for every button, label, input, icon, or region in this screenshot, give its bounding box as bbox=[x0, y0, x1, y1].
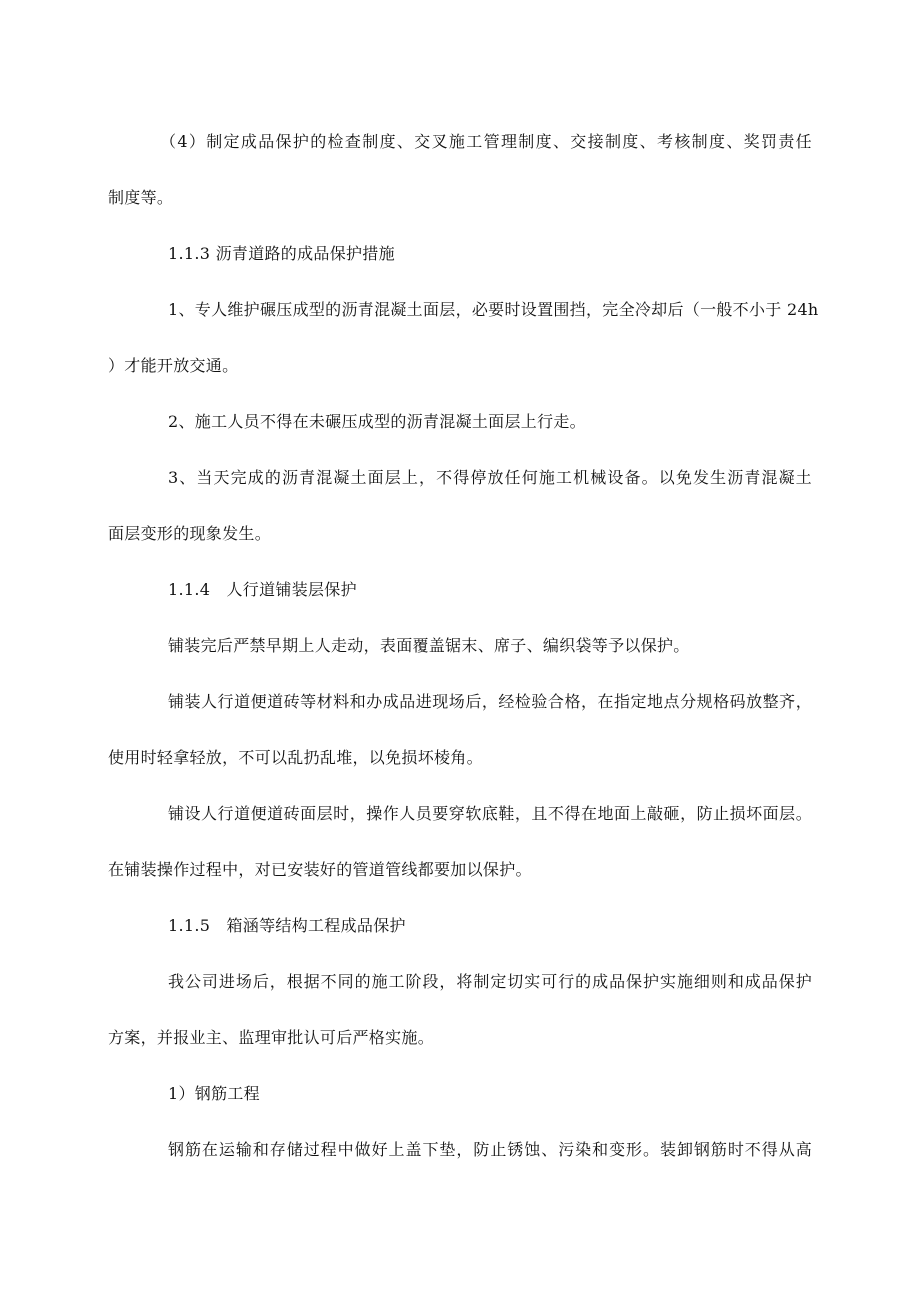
paragraph-4-line-2: 制度等。 bbox=[108, 188, 174, 207]
sidewalk-paragraph-3-line-2: 在铺装操作过程中，对已安装好的管道管线都要加以保护。 bbox=[108, 860, 532, 879]
section-heading-1-1-4: 1.1.4 人行道铺装层保护 bbox=[168, 580, 357, 599]
item-3-line-1: 3、当天完成的沥青混凝土面层上，不得停放任何施工机械设备。以免发生沥青混凝土 bbox=[168, 468, 812, 487]
paragraph-4-line-1: （4）制定成品保护的检查制度、交叉施工管理制度、交接制度、考核制度、奖罚责任 bbox=[160, 132, 812, 151]
item-1-line-1: 1、专人维护碾压成型的沥青混凝土面层，必要时设置围挡，完全冷却后（一般不小于 24h bbox=[168, 300, 819, 319]
sidewalk-paragraph-1: 铺装完后严禁早期上人走动，表面覆盖锯末、席子、编织袋等予以保护。 bbox=[168, 636, 690, 655]
subheading-rebar-works: 1）钢筋工程 bbox=[168, 1084, 260, 1103]
culvert-paragraph-line-2: 方案，并报业主、监理审批认可后严格实施。 bbox=[108, 1028, 435, 1047]
item-3-line-2: 面层变形的现象发生。 bbox=[108, 524, 272, 543]
sidewalk-paragraph-2-line-1: 铺装人行道便道砖等材料和办成品进现场后，经检验合格，在指定地点分规格码放整齐， bbox=[168, 692, 812, 711]
rebar-paragraph-line-1: 钢筋在运输和存储过程中做好上盖下垫，防止锈蚀、污染和变形。装卸钢筋时不得从高 bbox=[168, 1140, 812, 1159]
item-1-line-2: ）才能开放交通。 bbox=[108, 356, 239, 375]
item-2: 2、施工人员不得在未碾压成型的沥青混凝土面层上行走。 bbox=[168, 412, 586, 431]
culvert-paragraph-line-1: 我公司进场后，根据不同的施工阶段，将制定切实可行的成品保护实施细则和成品保护 bbox=[168, 972, 812, 991]
sidewalk-paragraph-2-line-2: 使用时轻拿轻放，不可以乱扔乱堆，以免损坏棱角。 bbox=[108, 748, 483, 767]
sidewalk-paragraph-3-line-1: 铺设人行道便道砖面层时，操作人员要穿软底鞋，且不得在地面上敲砸，防止损坏面层。 bbox=[168, 804, 812, 823]
section-heading-1-1-5: 1.1.5 箱涵等结构工程成品保护 bbox=[168, 916, 406, 935]
section-heading-1-1-3: 1.1.3 沥青道路的成品保护措施 bbox=[168, 244, 395, 263]
